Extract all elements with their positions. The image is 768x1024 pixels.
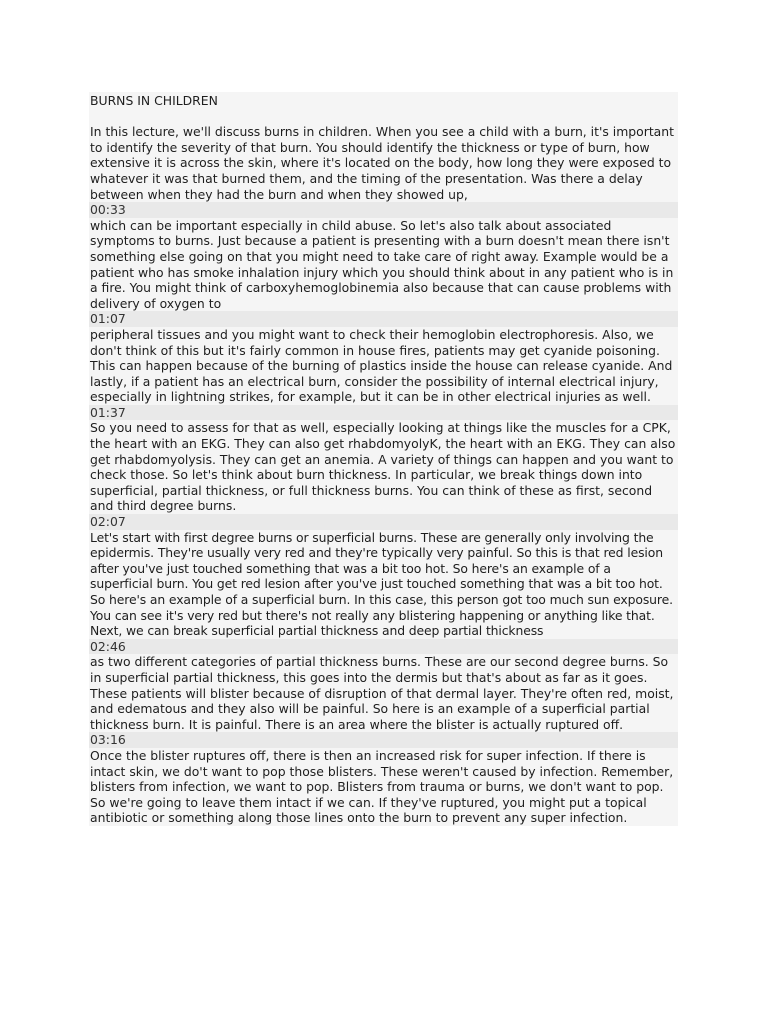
timestamp-01-07: 01:07 — [89, 311, 678, 327]
timestamp-00-33: 00:33 — [89, 202, 678, 218]
transcript-paragraph-7: Once the blister ruptures off, there is then an increased risk for super infection. If there is intact skin, we do't want to pop those blisters. These weren't caused by infection. Remember, blisters from infection, we want to pop. Blisters from trauma or burns, we don't want to pop. So we're going to leave them intact if we can. If they've ruptured, you might put a topical antibiotic or something along those lines onto the burn to prevent any super infection. — [89, 748, 678, 826]
transcript-document — [89, 92, 678, 826]
timestamp-02-07: 02:07 — [89, 514, 678, 530]
transcript-paragraph-2: which can be important especially in child abuse. So let's also talk about associated symptoms to burns. Just because a patient is presenting with a burn doesn't mean there isn't something else going on that you might need to take care of right away. Example would be a patient who has smoke inhalation injury which you should think about in any patient who is in a fire. You might think of carboxyhemoglobinemia also because that can cause problems with delivery of oxygen to — [89, 218, 678, 312]
transcript-paragraph-5: Let's start with first degree burns or superficial burns. These are generally only involving the epidermis. They're usually very red and they're typically very painful. So this is that red lesion after you've just touched something that was a bit too hot. So here's an example of a superficial burn. You get red lesion after you've just touched something that was a bit too hot. So here's an example of a superficial burn. In this case, this person got too much sun exposure. You can see it's very red but there's not really any blistering happening or anything like that. Next, we can break superficial partial thickness and deep partial thickness — [89, 530, 678, 639]
document-title: BURNS IN CHILDREN — [89, 92, 678, 109]
timestamp-03-16: 03:16 — [89, 732, 678, 748]
blank-line — [89, 109, 678, 125]
timestamp-02-46: 02:46 — [89, 639, 678, 655]
timestamp-01-37: 01:37 — [89, 405, 678, 421]
transcript-paragraph-1: In this lecture, we'll discuss burns in children. When you see a child with a burn, it's important to identify the severity of that burn. You should identify the thickness or type of burn, how extensive it is across the skin, where it's located on the body, how long they were exposed to whatever it was that burned them, and the timing of the presentation. Was there a delay between when they had the burn and when they showed up, — [89, 124, 678, 202]
transcript-paragraph-4: So you need to assess for that as well, especially looking at things like the muscles for a CPK, the heart with an EKG. They can also get rhabdomyolyK, the heart with an EKG. They can also get rhabdomyolysis. They can get an anemia. A variety of things can happen and you want to check those. So let's think about burn thickness. In particular, we break things down into superficial, partial thickness, or full thickness burns. You can think of these as first, second and third degree burns. — [89, 420, 678, 514]
transcript-paragraph-6: as two different categories of partial thickness burns. These are our second degree burns. So in superficial partial thickness, this goes into the dermis but that's about as far as it goes. These patients will blister because of disruption of that dermal layer. They're often red, moist, and edematous and they also will be painful. So here is an example of a superficial partial thickness burn. It is painful. There is an area where the blister is actually ruptured off. — [89, 654, 678, 732]
transcript-paragraph-3: peripheral tissues and you might want to check their hemoglobin electrophoresis. Also, we don't think of this but it's fairly common in house fires, patients may get cyanide poisoning. This can happen because of the burning of plastics inside the house can release cyanide. And lastly, if a patient has an electrical burn, consider the possibility of internal electrical injury, especially in lightning strikes, for example, but it can be in other electrical injuries as well. — [89, 327, 678, 405]
